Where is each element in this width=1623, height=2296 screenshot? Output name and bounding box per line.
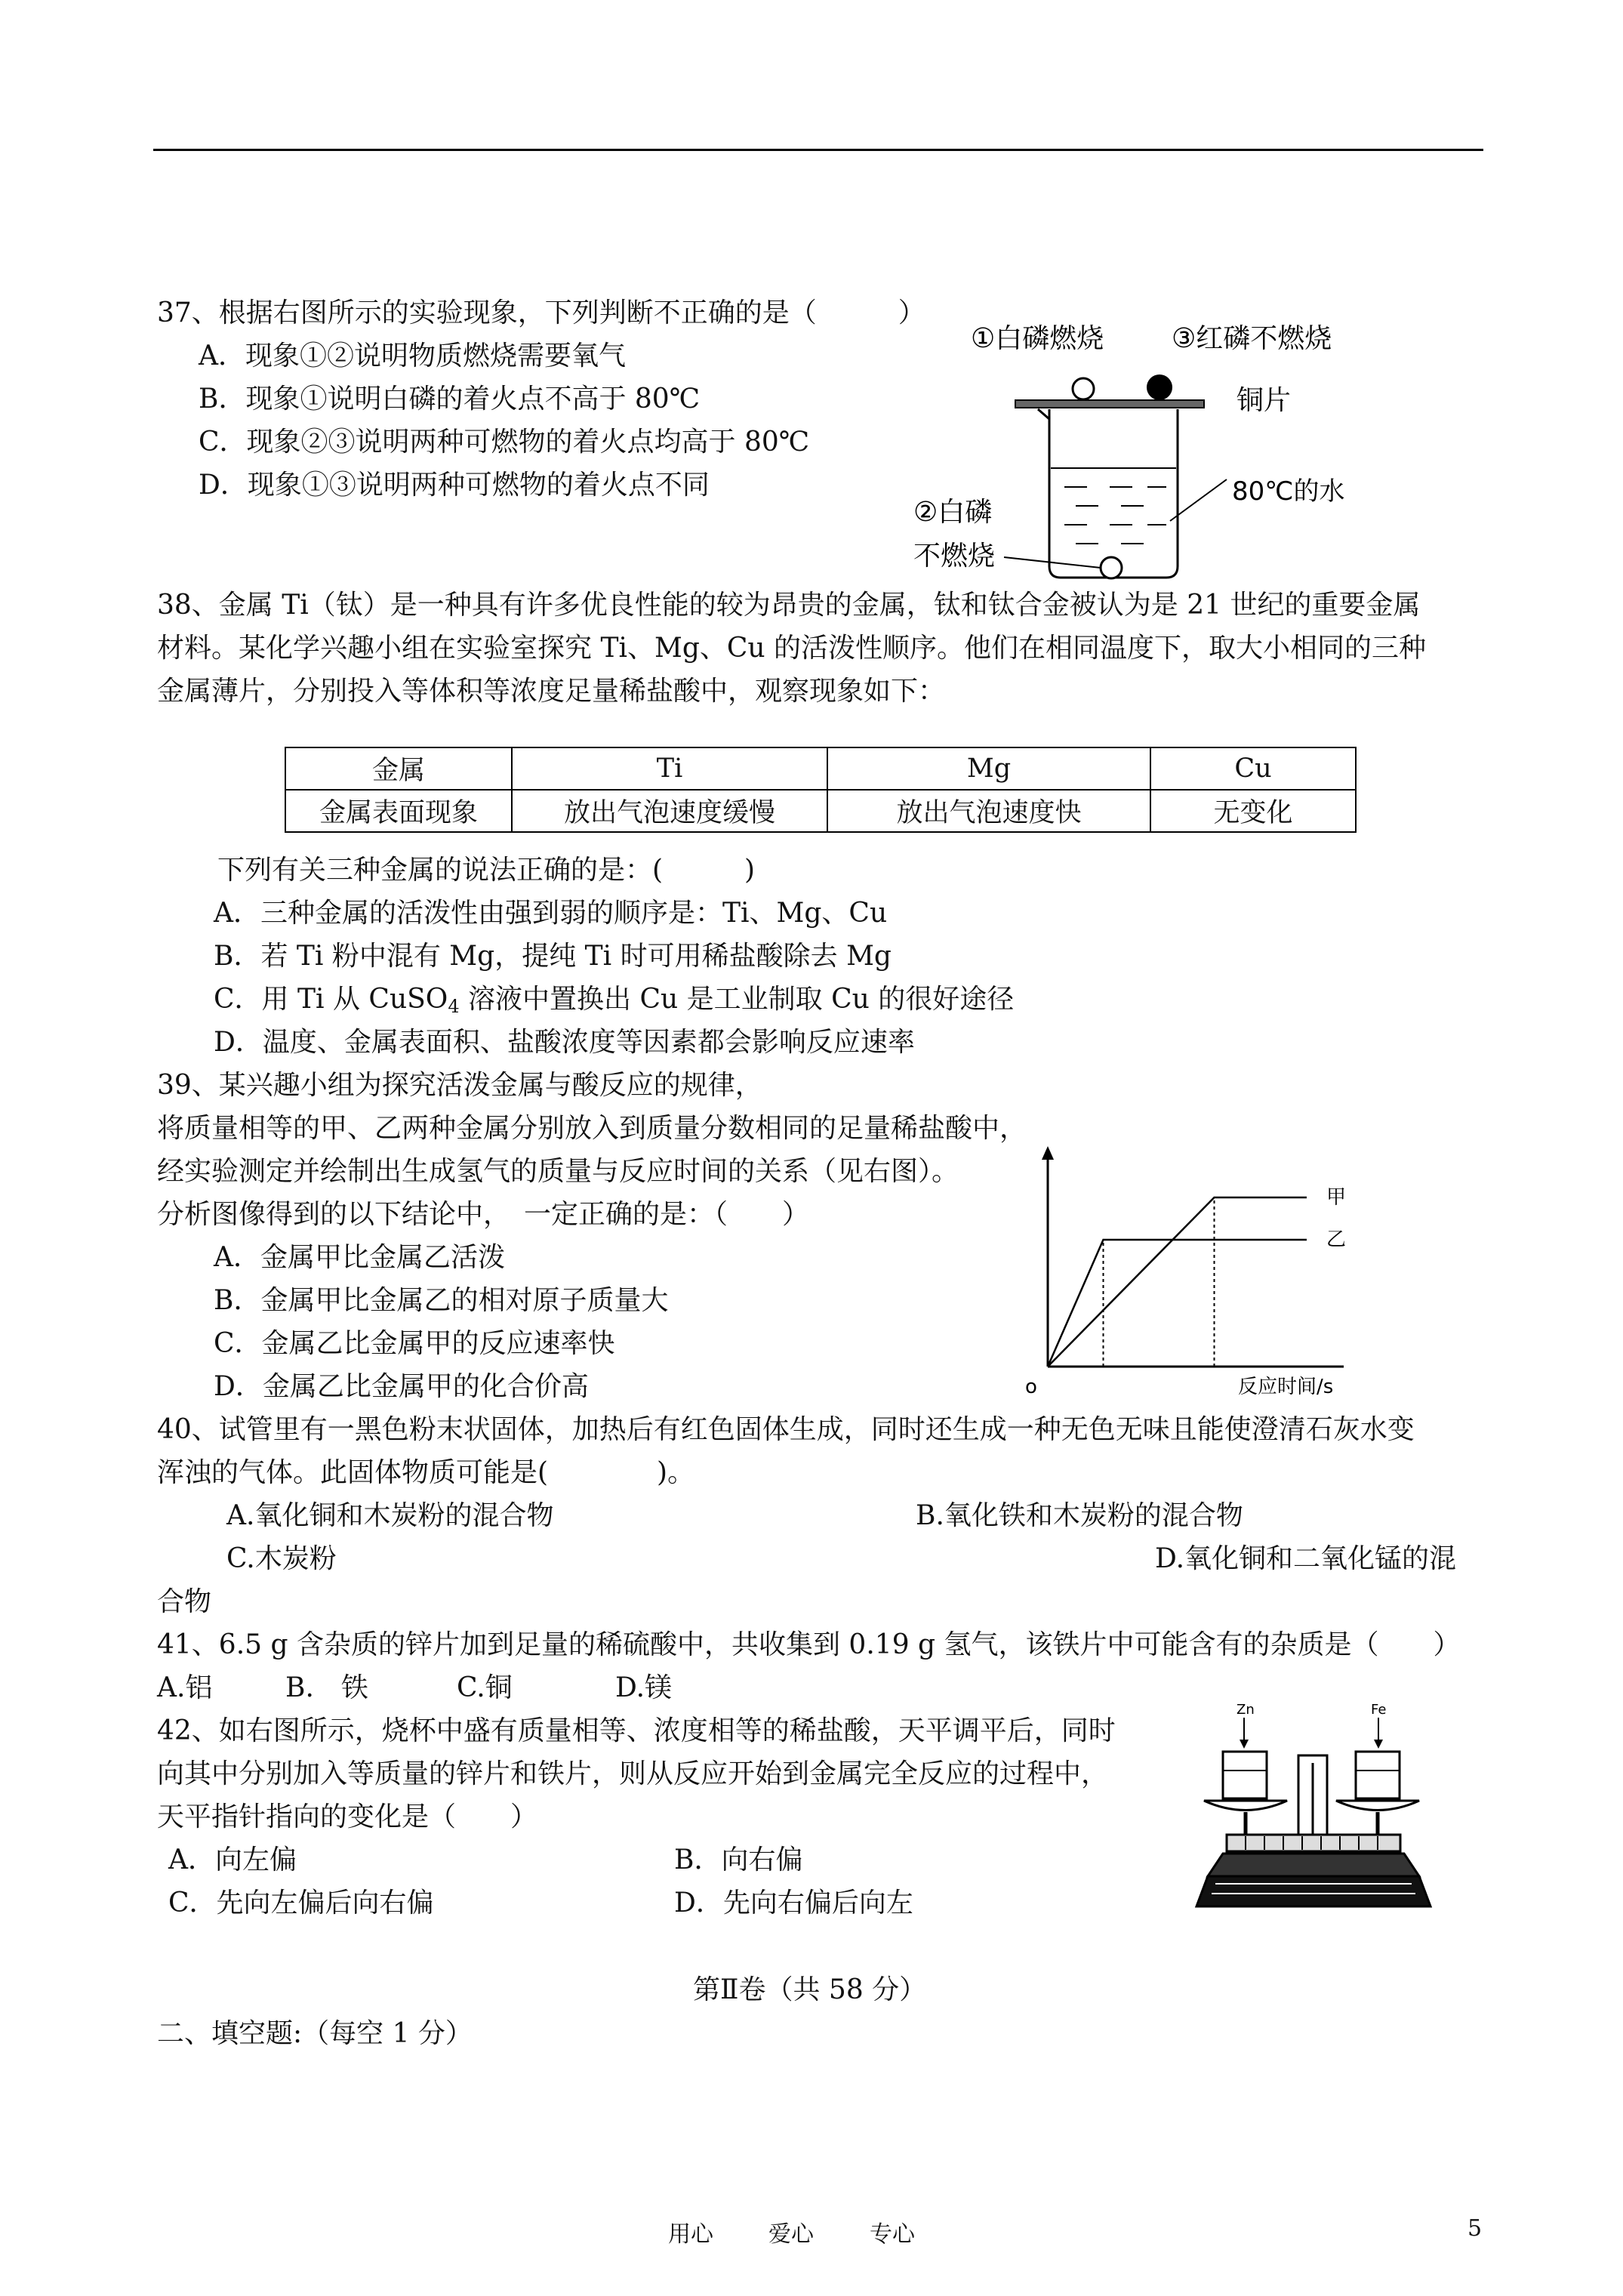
- q41-option-c: C.铜: [457, 1672, 513, 1703]
- q37-option-a: A．现象①②说明物质燃烧需要氧气: [199, 341, 626, 371]
- table-header-row: [285, 747, 1356, 790]
- iron-arrow-icon: [1374, 1740, 1383, 1749]
- footer-motto-3: 专心: [870, 2221, 915, 2248]
- q40-line-2: 浑浊的气体。此固体物质可能是( )。: [157, 1457, 695, 1488]
- q42-line-2: 向其中分别加入等质量的锌片和铁片，则从反应开始到金属完全反应的过程中，: [157, 1758, 1109, 1789]
- header-rule: [153, 149, 1483, 151]
- q39-option-c: C．金属乙比金属甲的反应速率快: [214, 1328, 615, 1359]
- q38-intro-line-2: 材料。某化学兴趣小组在实验室探究 Ti、Mg、Cu 的活泼性顺序。他们在相同温度下，取大小相同的三种: [157, 633, 1427, 664]
- q40-option-b: B.氧化铁和木炭粉的混合物: [916, 1500, 1243, 1531]
- q42-option-c: C．先向左偏后向右偏: [168, 1888, 434, 1918]
- q42-option-d: D．先向右偏后向左: [674, 1888, 913, 1918]
- q37-beaker-figure: [906, 317, 1389, 585]
- table-cell: 放出气泡速度快: [827, 790, 1150, 832]
- q39-option-a: A．金属甲比金属乙活泼: [214, 1242, 505, 1273]
- series-line-1: [1048, 1197, 1307, 1367]
- q40-option-a: A.氧化铜和木炭粉的混合物: [226, 1500, 554, 1531]
- hydrogen-mass-chart: [1012, 1140, 1366, 1397]
- copper-sheet-label: 铜片: [1236, 385, 1292, 416]
- table-cell: 放出气泡速度缓慢: [512, 790, 827, 832]
- section-2-title: 第Ⅱ卷（共 58 分）: [693, 1974, 927, 2005]
- white-phosphorus-burning-label: ①白磷燃烧: [971, 323, 1104, 354]
- q40-option-d-continued: 合物: [157, 1586, 212, 1617]
- submerged-white-phosphorus-icon: [1101, 557, 1122, 578]
- water-hatching: [1064, 487, 1166, 544]
- table-cell: Mg: [827, 747, 1150, 790]
- balance-foot: [1196, 1876, 1431, 1906]
- page-number: 5: [1467, 2215, 1483, 2242]
- q38-option-d: D．温度、金属表面积、盐酸浓度等因素都会影响反应速率: [214, 1027, 915, 1058]
- q42-option-b: B．向右偏: [674, 1845, 803, 1875]
- q40-line-1: 40、试管里有一黑色粉末状固体，加热后有红色固体生成，同时还生成一种无色无味且能使澄清石灰水变: [157, 1414, 1415, 1445]
- q39-line-3: 经实验测定并绘制出生成氢气的质量与反应时间的关系（见右图）。: [157, 1156, 959, 1187]
- q40-option-d: D.氧化铜和二氧化锰的混: [1155, 1543, 1457, 1574]
- zinc-arrow-icon: [1240, 1740, 1249, 1749]
- iron-label: Fe: [1371, 1702, 1387, 1718]
- zinc-label: Zn: [1236, 1702, 1255, 1718]
- q41-stem: 41、6.5 g 含杂质的锌片加到足量的稀硫酸中，共收集到 0.19 g 氢气，该铁片中可能含有的杂质是（ ）: [157, 1629, 1461, 1660]
- right-beaker-icon: [1356, 1752, 1400, 1798]
- observation-table: [285, 747, 1357, 833]
- balance-beam: [1227, 1835, 1400, 1851]
- table-cell: 无变化: [1150, 790, 1356, 832]
- footer-motto-1: 用心: [668, 2221, 713, 2248]
- table-cell: Ti: [512, 747, 827, 790]
- q41-option-b: B. 铁: [285, 1672, 368, 1703]
- q38-option-c: C．用 Ti 从 CuSO$_4$ 溶液中置换出 Cu 是工业制取 Cu 的很好途径: [214, 984, 1015, 1017]
- q41-option-d: D.镁: [615, 1672, 673, 1703]
- submerged-phosphorus-label-1: ②白磷: [913, 497, 993, 528]
- white-phosphorus-icon: [1073, 378, 1094, 399]
- q37-option-b: B．现象①说明白磷的着火点不高于 80℃: [199, 384, 700, 415]
- hot-water-label: 80℃的水: [1232, 476, 1345, 507]
- table-row: [285, 790, 1356, 832]
- q38-intro-line-3: 金属薄片，分别投入等体积等浓度足量稀盐酸中，观察现象如下：: [157, 676, 946, 707]
- q39-option-b: B．金属甲比金属乙的相对原子质量大: [214, 1285, 669, 1316]
- q39-line-2: 将质量相等的甲、乙两种金属分别放入到质量分数相同的足量稀盐酸中，: [157, 1113, 1027, 1144]
- copper-sheet: [1015, 400, 1204, 408]
- series-label-1: 甲: [1326, 1186, 1347, 1209]
- left-pan: [1204, 1801, 1287, 1811]
- q38-option-a: A．三种金属的活泼性由强到弱的顺序是：Ti、Mg、Cu: [214, 898, 888, 929]
- left-beaker-icon: [1223, 1752, 1267, 1798]
- q42-line-3: 天平指针指向的变化是（ ）: [157, 1801, 538, 1832]
- submerged-phosphorus-label-2: 不燃烧: [913, 541, 996, 572]
- section-2-heading: 二、填空题:（每空 1 分）: [157, 2018, 473, 2049]
- y-axis-arrow-icon: [1042, 1146, 1054, 1160]
- x-axis-label: 反应时间/s: [1238, 1376, 1334, 1397]
- beaker-icon: [1049, 409, 1178, 578]
- red-phosphorus-icon: [1147, 374, 1172, 400]
- q42-option-a: A．向左偏: [168, 1845, 297, 1875]
- table-cell: Cu: [1150, 747, 1356, 790]
- footer-motto-2: 爱心: [768, 2221, 814, 2248]
- q40-option-c: C.木炭粉: [226, 1543, 337, 1574]
- table-cell: 金属表面现象: [285, 790, 512, 832]
- series-label-2: 乙: [1326, 1228, 1347, 1251]
- q37-option-d: D．现象①③说明两种可燃物的着火点不同: [199, 470, 710, 501]
- q39-line-4: 分析图像得到的以下结论中， 一定正确的是：（ ）: [157, 1199, 810, 1230]
- q38-option-b: B．若 Ti 粉中混有 Mg，提纯 Ti 时可用稀盐酸除去 Mg: [214, 941, 892, 972]
- table-cell: 金属: [285, 747, 512, 790]
- balance-scale-figure: [1193, 1699, 1480, 1918]
- q38-question: 下列有关三种金属的说法正确的是：( ): [217, 855, 756, 886]
- q42-line-1: 42、如右图所示，烧杯中盛有质量相等、浓度相等的稀盐酸，天平调平后，同时: [157, 1715, 1116, 1746]
- right-pan: [1336, 1801, 1419, 1811]
- q39-line-1: 39、某兴趣小组为探究活泼金属与酸反应的规律，: [157, 1070, 762, 1101]
- q37-stem: 37、根据右图所示的实验现象，下列判断不正确的是（ ）: [157, 297, 925, 328]
- q38-intro-line-1: 38、金属 Ti（钛）是一种具有许多优良性能的较为昂贵的金属，钛和钛合金被认为是 21 世纪的重要金属: [157, 590, 1421, 621]
- series-line-2: [1048, 1240, 1307, 1367]
- q37-option-c: C．现象②③说明两种可燃物的着火点均高于 80℃: [199, 427, 810, 458]
- q41-option-a: A.铝: [157, 1672, 213, 1703]
- red-phosphorus-not-burning-label: ③红磷不燃烧: [1172, 323, 1332, 354]
- balance-base: [1208, 1854, 1419, 1876]
- q39-option-d: D．金属乙比金属甲的化合价高: [214, 1371, 589, 1402]
- origin-label: o: [1025, 1376, 1037, 1397]
